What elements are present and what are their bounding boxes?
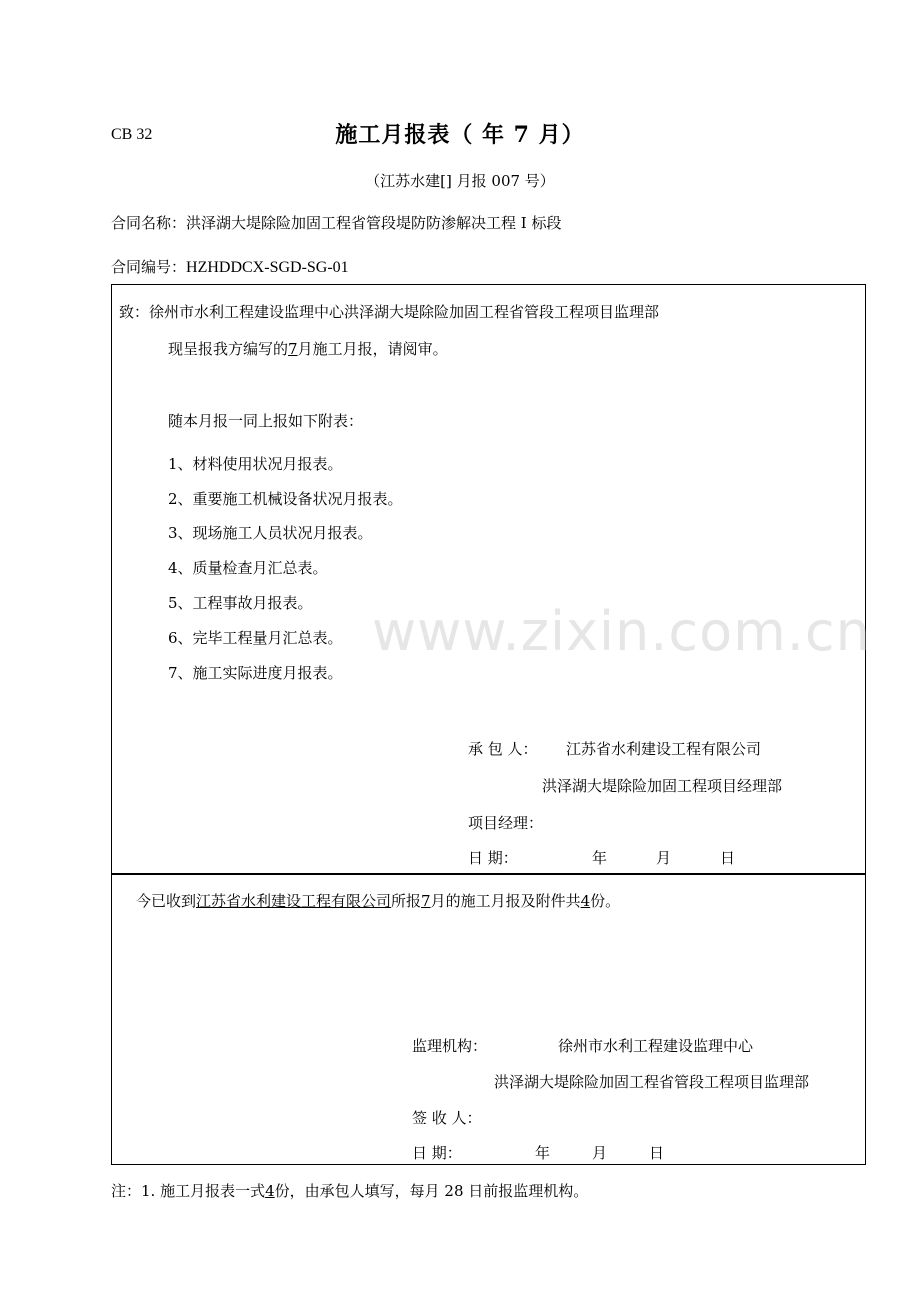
supervisor-label: 监理机构： (412, 1037, 488, 1055)
contract-name-label: 合同名称： (111, 214, 187, 232)
attachments-intro: 随本月报一同上报如下附表： (168, 412, 364, 430)
receipt-month: 7 (421, 892, 431, 910)
intro-month: 7 (288, 340, 298, 358)
contractor-value: 江苏省水利建设工程有限公司 (566, 740, 762, 758)
contractor-date-day: 日 (720, 849, 736, 867)
receipt-date-label: 日 期： (412, 1144, 462, 1162)
attachment-item: 4、质量检查月汇总表。 (168, 559, 328, 577)
intro-post: 月施工月报，请阅审。 (297, 340, 448, 358)
attachment-item: 5、工程事故月报表。 (168, 594, 313, 612)
addressee-row (119, 301, 659, 322)
footnote-post: 份，由承包人填写，每月 28 日前报监理机构。 (274, 1182, 589, 1200)
watermark: www.zixin.com.cn (372, 600, 871, 663)
page-title: 施工月报表（ 年 7 月） (335, 122, 585, 148)
receipt-date-month: 月 (592, 1144, 608, 1162)
attachment-item: 7、施工实际进度月报表。 (168, 664, 343, 682)
contractor-date-month: 月 (656, 849, 672, 867)
receipt-mid: 所报 (391, 892, 422, 910)
attachment-item: 1、材料使用状况月报表。 (168, 455, 343, 473)
receipt-statement (136, 890, 620, 911)
document-code: CB 32 (111, 126, 153, 143)
receipt-date-year: 年 (535, 1144, 551, 1162)
contract-name-value: 洪泽湖大堤除险加固工程省管段堤防防渗解决工程 I 标段 (186, 214, 562, 232)
contractor-date-year: 年 (592, 849, 608, 867)
signer-label: 签 收 人： (412, 1109, 482, 1127)
contract-name-row (111, 212, 561, 233)
receipt-company: 江苏省水利建设工程有限公司 (196, 892, 392, 910)
receipt-post: 份。 (590, 892, 621, 910)
receipt-box (111, 874, 866, 1165)
receipt-pre: 今已收到 (136, 892, 197, 910)
contract-number-label: 合同编号： (111, 258, 187, 276)
attachment-item: 3、现场施工人员状况月报表。 (168, 524, 373, 542)
contract-number-value: HZHDDCX-SGD-SG-01 (186, 259, 349, 276)
contractor-department: 洪泽湖大堤除险加固工程项目经理部 (542, 777, 783, 795)
intro-pre: 现呈报我方编写的 (168, 340, 289, 358)
footnote (111, 1180, 588, 1201)
footnote-pre: 注：1. 施工月报表一式 (111, 1182, 266, 1200)
addressee-value: 徐州市水利工程建设监理中心洪泽湖大堤除险加固工程省管段工程项目监理部 (149, 303, 660, 321)
contract-number-row (111, 256, 349, 277)
receipt-count: 4 (580, 892, 591, 910)
attachment-item: 6、完毕工程量月汇总表。 (168, 629, 343, 647)
attachment-item: 2、重要施工机械设备状况月报表。 (168, 490, 403, 508)
supervisor-department: 洪泽湖大堤除险加固工程省管段工程项目监理部 (494, 1073, 810, 1091)
project-manager-label: 项目经理： (468, 814, 544, 832)
supervisor-value: 徐州市水利工程建设监理中心 (558, 1037, 754, 1055)
receipt-mid2: 月的施工月报及附件共 (430, 892, 581, 910)
receipt-date-day: 日 (649, 1144, 665, 1162)
report-reference: （江苏水建[] 月报 007 号） (365, 172, 555, 190)
addressee-label: 致： (119, 303, 150, 321)
intro-row (168, 338, 448, 359)
footnote-count: 4 (265, 1182, 275, 1200)
contractor-date-label: 日 期： (468, 849, 518, 867)
contractor-label: 承 包 人： (468, 740, 538, 758)
